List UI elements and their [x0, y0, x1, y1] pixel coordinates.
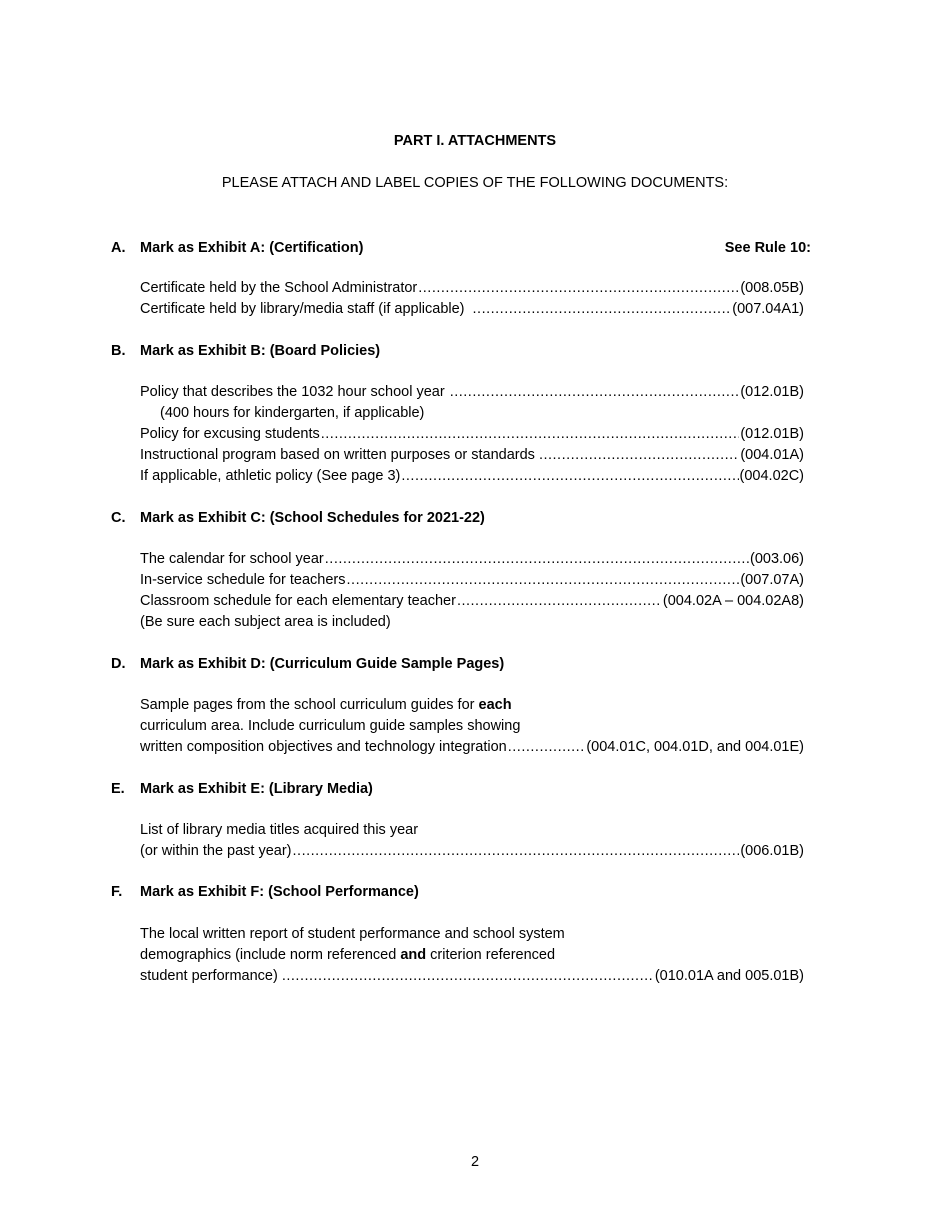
dot-leader	[450, 382, 740, 403]
section-letter: E.	[111, 781, 125, 797]
section-f-heading	[111, 882, 811, 902]
dot-leader	[508, 737, 586, 758]
rule-code: (007.07A)	[740, 572, 804, 588]
list-item: The calendar for school year ..... (003.06)	[140, 549, 804, 570]
list-item: (Be sure each subject area is included)	[140, 614, 391, 630]
section-e-heading	[111, 779, 811, 799]
page-title: PART I. ATTACHMENTS	[393, 133, 557, 149]
section-c-items	[140, 549, 804, 633]
rule-code: (012.01B)	[740, 426, 804, 442]
rule-code: (004.01A)	[740, 447, 804, 463]
dot-leader	[347, 570, 740, 591]
section-title: Mark as Exhibit C: (School Schedules for 2021-22)	[140, 510, 485, 526]
list-item: curriculum area. Include curriculum guide samples showing	[140, 718, 521, 734]
list-item: Policy for excusing students ..... (012.01B)	[140, 424, 804, 445]
section-title: Mark as Exhibit D: (Curriculum Guide Sample Pages)	[140, 656, 505, 672]
list-item: The local written report of student performance and school system	[140, 926, 565, 942]
rule-code: (004.01C, 004.01D, and 004.01E)	[586, 739, 804, 755]
list-item: Classroom schedule for each elementary teacher ..... (004.02A – 004.02A8)	[140, 591, 804, 612]
section-title: Mark as Exhibit E: (Library Media)	[140, 781, 373, 797]
dot-leader	[457, 591, 662, 612]
section-letter: A.	[111, 240, 126, 256]
list-item: If applicable, athletic policy (See page 3) ..... (004.02C)	[140, 466, 804, 487]
list-item: In-service schedule for teachers ..... (007.07A)	[140, 570, 804, 591]
section-letter: B.	[111, 343, 126, 359]
dot-leader	[321, 424, 740, 445]
list-item: Certificate held by the School Administrator ..... (008.05B)	[140, 278, 804, 299]
list-item: Instructional program based on written purposes or standards ..... (004.01A)	[140, 445, 804, 466]
dot-leader	[325, 549, 749, 570]
dot-leader	[282, 966, 654, 987]
rule-reference: See Rule 10:	[724, 240, 811, 256]
rule-code: (006.01B)	[740, 843, 804, 859]
emphasis-text: and	[400, 947, 427, 963]
page-subtitle: PLEASE ATTACH AND LABEL COPIES OF THE FOLLOWING DOCUMENTS:	[221, 175, 729, 191]
section-a-heading	[111, 238, 811, 258]
page-number: 2	[470, 1154, 480, 1170]
section-letter: F.	[111, 884, 123, 900]
dot-leader	[293, 841, 740, 862]
list-item: Policy that describes the 1032 hour school year ..... (012.01B)	[140, 382, 804, 403]
list-item: Certificate held by library/media staff (if applicable) ..... (007.04A1)	[140, 299, 804, 320]
dot-leader	[418, 278, 739, 299]
section-c-heading	[111, 508, 811, 528]
section-f-items	[140, 924, 804, 987]
rule-code: (004.02A – 004.02A8)	[662, 593, 804, 609]
emphasis-text: each	[478, 697, 512, 713]
section-title: Mark as Exhibit F: (School Performance)	[140, 884, 419, 900]
rule-code: (010.01A and 005.01B)	[654, 968, 804, 984]
rule-code: (007.04A1)	[732, 301, 804, 317]
section-e-items	[140, 820, 804, 862]
section-letter: D.	[111, 656, 126, 672]
list-item: (or within the past year) ..... (006.01B)	[140, 841, 804, 862]
list-item: demographics (include norm referenced and criterion referenced	[140, 947, 556, 963]
dot-leader	[401, 466, 738, 487]
list-item: student performance) ..... (010.01A and 005.01B)	[140, 966, 804, 987]
rule-code: (004.02C)	[739, 468, 804, 484]
list-item: written composition objectives and technology integration ..... (004.01C, 004.01D, and 004.01E)	[140, 737, 804, 758]
section-a-items	[140, 278, 804, 320]
rule-code: (008.05B)	[740, 280, 804, 296]
rule-code: (012.01B)	[740, 384, 804, 400]
list-item: (400 hours for kindergarten, if applicable)	[160, 405, 425, 421]
section-d-heading	[111, 654, 811, 674]
section-title: Mark as Exhibit A: (Certification)	[140, 240, 364, 256]
list-item: List of library media titles acquired this year	[140, 822, 419, 838]
dot-leader	[539, 445, 739, 466]
section-b-items	[140, 382, 804, 487]
dot-leader	[473, 299, 732, 320]
section-d-items	[140, 695, 804, 758]
section-title: Mark as Exhibit B: (Board Policies)	[140, 343, 381, 359]
section-letter: C.	[111, 510, 126, 526]
rule-code: (003.06)	[749, 551, 804, 567]
list-item: Sample pages from the school curriculum guides for each	[140, 697, 512, 713]
section-b-heading	[111, 341, 811, 361]
